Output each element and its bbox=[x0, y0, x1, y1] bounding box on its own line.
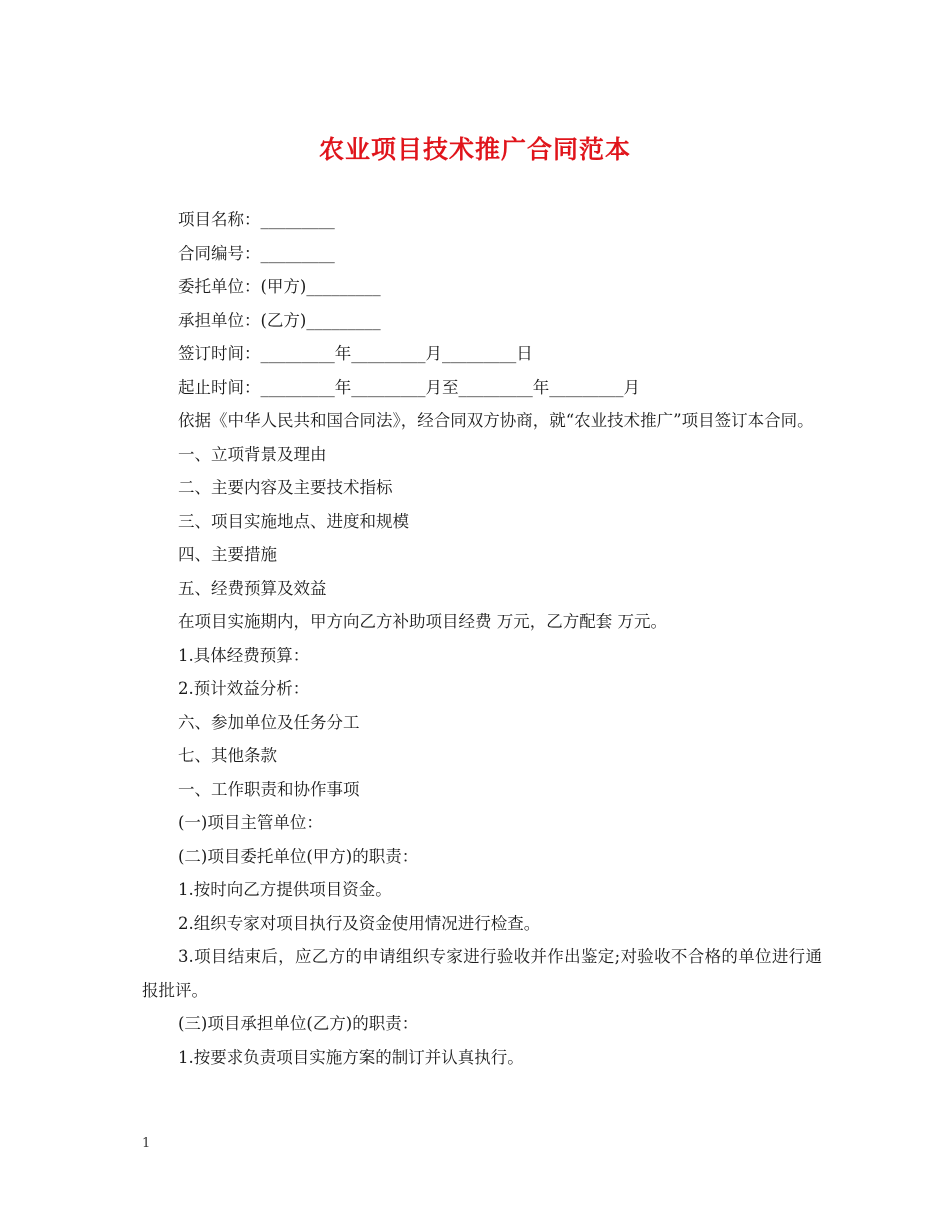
list-item: 1.按要求负责项目实施方案的制订并认真执行。 bbox=[178, 1047, 524, 1067]
list-item: 1.具体经费预算： bbox=[178, 645, 310, 665]
field-signing-date: 签订时间：_________年_________月_________日 bbox=[178, 344, 533, 363]
section-heading: 四、主要措施 bbox=[178, 545, 277, 564]
section-heading: 五、经费预算及效益 bbox=[178, 578, 327, 598]
section-heading: 二、主要内容及主要技术指标 bbox=[178, 478, 393, 497]
section-heading: 三、项目实施地点、进度和规模 bbox=[178, 511, 409, 531]
page-number: 1 bbox=[142, 1136, 151, 1151]
field-project-name: 项目名称：_________ bbox=[178, 210, 335, 229]
field-commissioning-party: 委托单位：(甲方)_________ bbox=[178, 277, 381, 296]
section-heading: 七、其他条款 bbox=[178, 746, 277, 765]
section-heading: 六、参加单位及任务分工 bbox=[178, 712, 360, 732]
subsection-heading: (一)项目主管单位： bbox=[178, 813, 323, 832]
field-undertaking-party: 承担单位：(乙方)_________ bbox=[178, 310, 381, 330]
intro-paragraph: 依据《中华人民共和国合同法》，经合同双方协商，就“农业技术推广”项目签订本合同。 bbox=[178, 411, 814, 430]
section-heading: 一、立项背景及理由 bbox=[178, 444, 327, 464]
field-contract-number: 合同编号：_________ bbox=[178, 243, 335, 263]
list-item: 2.预计效益分析： bbox=[178, 679, 310, 698]
funding-sentence: 在项目实施期内，甲方向乙方补助项目经费 万元，乙方配套 万元。 bbox=[178, 612, 667, 631]
field-contract-period: 起止时间：_________年_________月至_________年_________月 bbox=[178, 377, 640, 397]
list-item: 2.组织专家对项目执行及资金使用情况进行检查。 bbox=[178, 913, 541, 933]
clause-paragraph: 3.项目结束后，应乙方的申请组织专家进行验收并作出鉴定;对验收不合格的单位进行通报批评。 bbox=[142, 947, 822, 1000]
subsection-heading: (二)项目委托单位(甲方)的职责： bbox=[178, 846, 419, 866]
list-item: 1.按时向乙方提供项目资金。 bbox=[178, 880, 392, 899]
section-heading: 一、工作职责和协作事项 bbox=[178, 779, 360, 799]
document-title: 农业项目技术推广合同范本 bbox=[318, 135, 631, 164]
document-body bbox=[142, 203, 822, 1074]
subsection-heading: (三)项目承担单位(乙方)的职责： bbox=[178, 1014, 419, 1033]
